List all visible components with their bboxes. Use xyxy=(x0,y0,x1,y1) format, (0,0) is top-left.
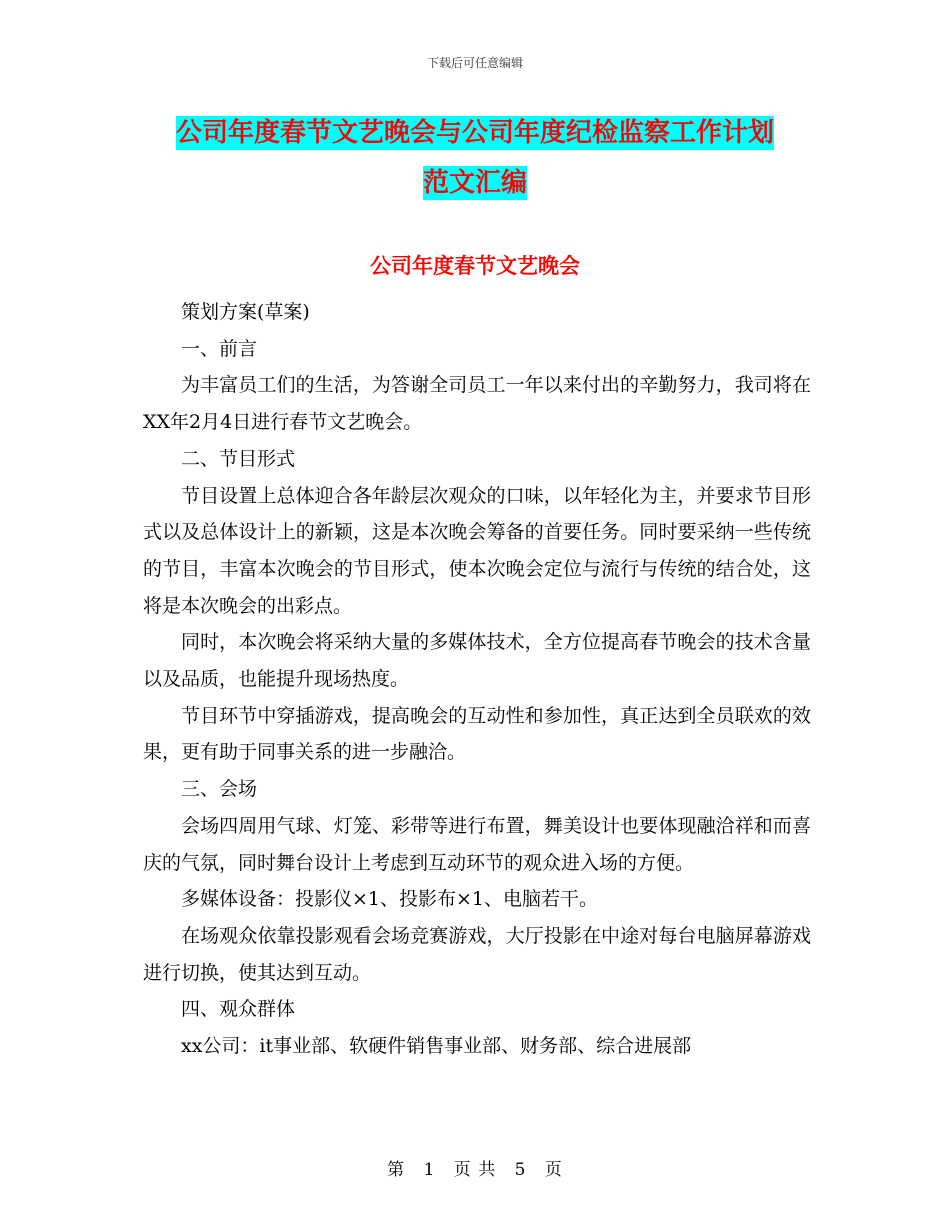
document-title-line-1: 公司年度春节文艺晚会与公司年度纪检监察工作计划 xyxy=(175,118,774,148)
paragraph: 节目环节中穿插游戏，提高晚会的互动性和参加性，真正达到全员联欢的效果，更有助于同事关系的进一步融洽。 xyxy=(143,704,811,764)
paragraph: 三、会场 xyxy=(181,778,258,801)
paragraph: xx公司：it事业部、软硬件销售事业部、财务部、综合进展部 xyxy=(181,1035,692,1058)
page-total: 5 xyxy=(514,1160,527,1180)
page-number: 1 xyxy=(423,1160,436,1180)
header-note: 下载后可任意编辑 xyxy=(426,56,523,70)
paragraph: 为丰富员工们的生活，为答谢全司员工一年以来付出的辛勤努力，我司将在XX年2月4日进行春节文艺晚会。 xyxy=(143,374,811,434)
paragraph: 一、前言 xyxy=(181,337,258,360)
paragraph: 节目设置上总体迎合各年龄层次观众的口味，以年轻化为主，并要求节目形式以及总体设计上的新颖，这是本次晚会筹备的首要任务。同时要采纳一些传统的节目，丰富本次晚会的节目形式，使本次晚会定位与流行与传统的结合处，这将是本次晚会的出彩点。 xyxy=(143,484,811,617)
paragraph: 策划方案(草案) xyxy=(181,301,310,323)
paragraph: 多媒体设备：投影仪×1、投影布×1、电脑若干。 xyxy=(181,888,599,911)
paragraph: 在场观众依靠投影观看会场竞赛游戏，大厅投影在中途对每台电脑屏幕游戏进行切换，使其达到互动。 xyxy=(143,924,811,984)
document-body xyxy=(143,294,811,1065)
document-title xyxy=(0,108,950,208)
section-title: 公司年度春节文艺晚会 xyxy=(370,254,580,278)
page-label-middle: 页 共 xyxy=(453,1160,497,1180)
page-label-suffix: 页 xyxy=(544,1160,563,1180)
paragraph: 同时，本次晚会将采纳大量的多媒体技术，全方位提高春节晚会的技术含量以及品质，也能提升现场热度。 xyxy=(143,631,811,691)
document-title-line-2: 范文汇编 xyxy=(422,168,527,198)
paragraph: 会场四周用气球、灯笼、彩带等进行布置，舞美设计也要体现融洽祥和而喜庆的气氛，同时舞台设计上考虑到互动环节的观众进入场的方便。 xyxy=(143,814,811,874)
paragraph: 二、节目形式 xyxy=(181,447,296,470)
page-footer xyxy=(0,1155,950,1180)
page-label-prefix: 第 xyxy=(387,1160,406,1180)
paragraph: 四、观众群体 xyxy=(181,998,296,1021)
